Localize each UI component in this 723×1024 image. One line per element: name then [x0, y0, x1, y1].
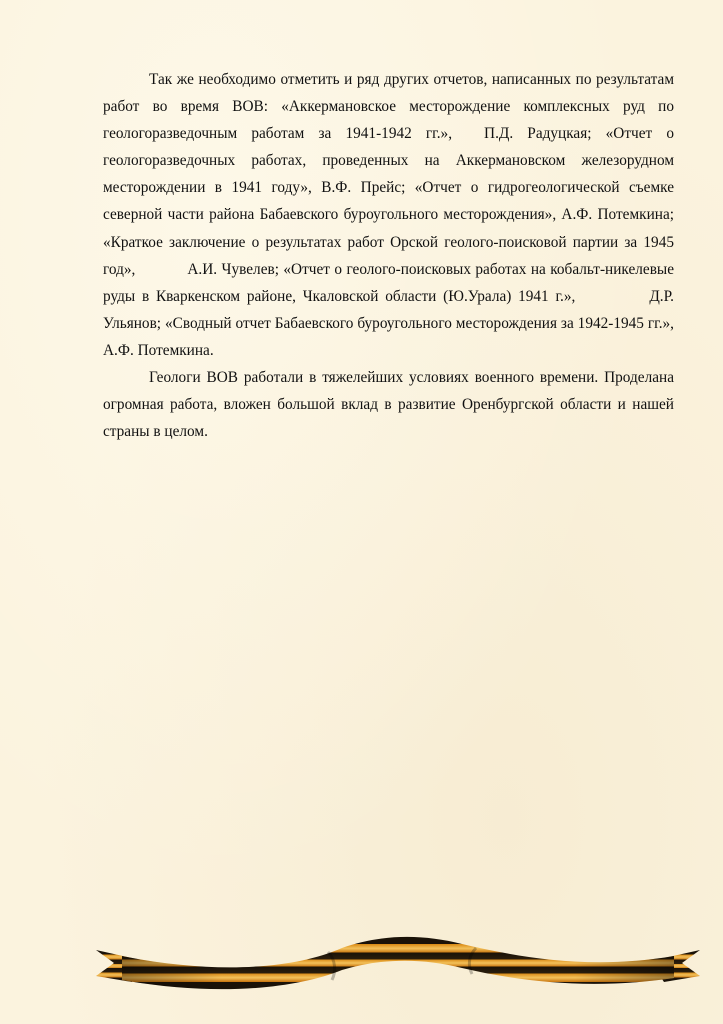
reports-part-2: П.Д. Радуцкая; «Отчет о геологоразведочных работах, проведенных на Аккермановском железорудном месторождении в 1941 году», В.Ф. Прейс; «Отчет о гидрогеологической съемке северной части района Бабаевского буроугольного месторождения», А.Ф. Потемкина; «Краткое заключение о результатах работ Орской геолого-поисковой партии за 1945 год»,: [103, 125, 674, 278]
paragraph-reports: [103, 66, 674, 364]
reports-part-1: Так же необходимо отметить и ряд других отчетов, написанных по результатам работ во время ВОВ: «Аккермановское месторождение комплексных руд по геологоразведочным работам за 1941-1942 гг.»,: [103, 71, 674, 143]
document-body: [103, 66, 674, 445]
reports-part-3: А.И. Чувелев; «Отчет о геолого-поисковых работах на кобальт-никелевые руды в Кваркенском районе, Чкаловской области (Ю.Урала) 1941 г.»,: [103, 260, 674, 305]
paragraph-conclusion: Геологи ВОВ работали в тяжелейших условиях военного времени. Проделана огромная работа, вложен большой вклад в развитие Оренбургской области и нашей страны в целом.: [103, 369, 674, 441]
st-george-ribbon-icon: [92, 930, 704, 992]
reports-part-4: Д.Р. Ульянов; «Сводный отчет Бабаевского буроугольного месторождения за 1942-1945 гг.», А.Ф. Потемкина.: [103, 287, 674, 359]
